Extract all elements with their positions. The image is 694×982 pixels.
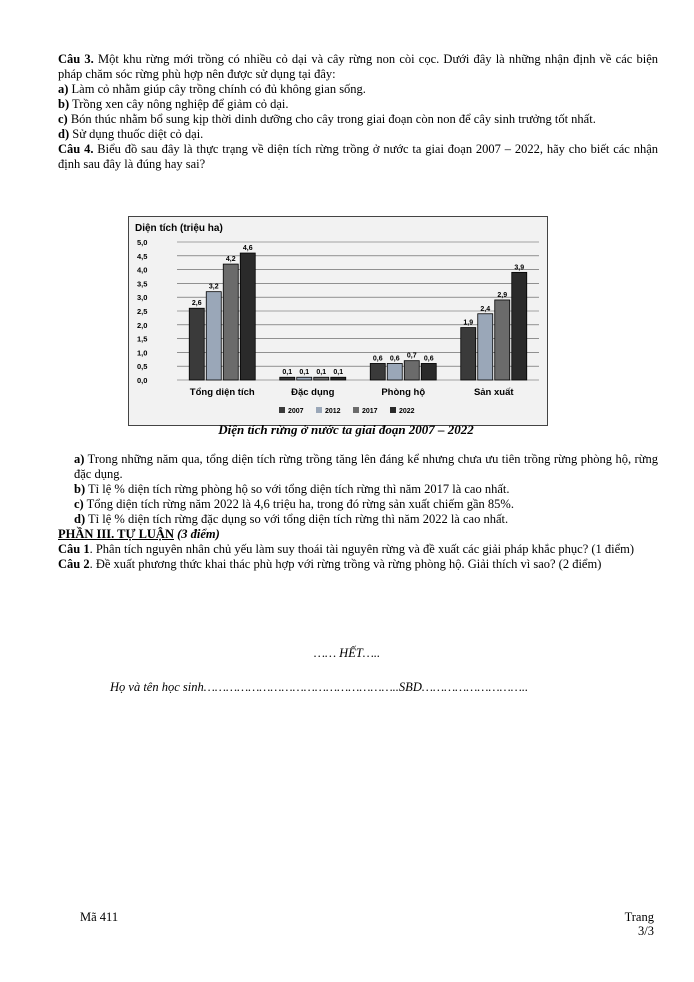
- legend-label: 2012: [325, 408, 341, 415]
- bar: [495, 300, 510, 380]
- bar-value-label: 0,1: [316, 369, 327, 377]
- bar-value-label: 0,6: [423, 355, 434, 363]
- bar-value-label: 3,9: [514, 264, 525, 272]
- bar-value-label: 4,6: [242, 245, 253, 253]
- y-tick-label: 0,5: [137, 362, 148, 372]
- area-bar-chart: [128, 216, 548, 426]
- q4-item-a: a) Trong những năm qua, tổng diện tích rừng trồng tăng lên đáng kể nhưng chưa ưu tiên trồng rừng phòng hộ, rừng đặc dụng.: [74, 452, 658, 481]
- q4-item-b: b) Tỉ lệ % diện tích rừng phòng hộ so với tổng diện tích rừng thì năm 2017 là cao nhất.: [74, 482, 510, 496]
- bar-value-label: 3,2: [208, 283, 219, 291]
- q3-item-c: c) Bón thúc nhằm bổ sung kịp thời dinh dưỡng cho cây trong giai đoạn còn non để cây sinh trưởng tốt nhất.: [58, 112, 596, 126]
- legend-swatch: [353, 407, 359, 413]
- student-info-line: Họ và tên học sinh……………………………………………..SBD………………………..: [110, 680, 529, 694]
- question-4-statements: [58, 452, 658, 572]
- y-tick-label: 2,5: [137, 307, 148, 316]
- bar: [478, 314, 493, 380]
- bar: [404, 361, 419, 380]
- legend-label: 2007: [288, 408, 304, 415]
- bar-value-label: 4,2: [225, 256, 236, 264]
- bar: [421, 363, 436, 380]
- y-tick-label: 0,0: [137, 376, 148, 385]
- x-category-label: Sản xuất: [473, 387, 514, 398]
- bar: [240, 253, 255, 380]
- bar-value-label: 2,4: [480, 305, 491, 313]
- y-tick-label: 3,0: [137, 293, 148, 303]
- q4-item-c: c) Tổng diện tích rừng năm 2022 là 4,6 triệu ha, trong đó rừng sản xuất chiếm gần 85%.: [74, 497, 514, 511]
- x-category-label: Phòng hộ: [381, 387, 426, 398]
- y-axis-title: Diện tích (triệu ha): [135, 223, 223, 234]
- q4-text: Biểu đồ sau đây là thực trạng về diện tích rừng trồng ở nước ta giai đoạn 2007 – 2022, hãy cho biết các nhận định sau đây là đúng hay sai?: [58, 142, 658, 171]
- bar-value-label: 0,1: [299, 369, 310, 377]
- bar-value-label: 0,7: [406, 352, 417, 360]
- y-tick-label: 5,0: [137, 238, 148, 247]
- bar: [223, 264, 238, 380]
- q4-label: Câu 4.: [58, 142, 94, 156]
- y-tick-label: 1,0: [137, 348, 148, 358]
- x-category-label: Đặc dụng: [291, 387, 335, 398]
- bar-value-label: 0,1: [282, 369, 293, 377]
- bar: [280, 377, 295, 380]
- legend-swatch: [316, 407, 322, 413]
- bar-value-label: 0,1: [333, 369, 344, 377]
- bar-value-label: 0,6: [389, 355, 400, 363]
- q3-item-a: a) Làm cỏ nhằm giúp cây trồng chính có đủ không gian sống.: [58, 82, 366, 96]
- y-tick-label: 3,5: [137, 279, 148, 289]
- bar-value-label: 0,6: [372, 355, 383, 363]
- part3-heading: PHẦN III. TỰ LUẬN (3 điểm): [58, 527, 220, 541]
- y-tick-label: 4,0: [137, 265, 148, 275]
- q3-item-b: b) Trồng xen cây nông nghiệp để giảm cỏ dại.: [58, 97, 289, 111]
- q4-item-d: d) Tỉ lệ % diện tích rừng đặc dụng so với tổng diện tích rừng thì năm 2022 là cao nhất.: [74, 512, 509, 526]
- bar: [370, 363, 385, 380]
- part3-question-1: Câu 1. Phân tích nguyên nhân chủ yếu làm suy thoái tài nguyên rừng và đề xuất các giải pháp khắc phục? (1 điểm): [58, 542, 635, 556]
- y-tick-label: 4,5: [137, 251, 148, 261]
- page-number: Trang 3/3: [624, 910, 654, 938]
- bar-value-label: 2,9: [497, 291, 508, 299]
- x-category-label: Tổng diện tích: [189, 387, 255, 398]
- q3-label: Câu 3.: [58, 52, 94, 66]
- exam-code: Mã 411: [80, 910, 119, 924]
- bar: [461, 328, 476, 380]
- bar: [331, 377, 346, 380]
- y-tick-label: 2,0: [137, 320, 148, 330]
- bar-value-label: 2,6: [191, 300, 202, 308]
- q3-text: Một khu rừng mới trồng có nhiều cỏ dại và cây rừng non còi cọc. Dưới đây là những nhận định về các biện pháp chăm sóc rừng phù hợp nên được sử dụng tại đây:: [58, 52, 658, 81]
- bar: [314, 377, 329, 380]
- chart-caption: Diện tích rừng ở nước ta giai đoạn 2007 – 2022: [218, 422, 474, 437]
- legend-label: 2017: [362, 408, 378, 415]
- chart-svg: [129, 217, 547, 425]
- bar: [189, 308, 204, 380]
- end-marker: …… HẾT…..: [313, 646, 381, 660]
- question-3: [58, 52, 658, 172]
- question-4: [58, 142, 658, 172]
- q3-item-d: d) Sử dụng thuốc diệt cỏ dại.: [58, 127, 204, 141]
- bar: [512, 272, 527, 380]
- legend-label: 2022: [399, 408, 415, 415]
- legend-swatch: [390, 407, 396, 413]
- bar: [387, 363, 402, 380]
- bar-value-label: 1,9: [463, 319, 474, 327]
- part3-question-2: Câu 2. Đề xuất phương thức khai thác phù hợp với rừng trồng và rừng phòng hộ. Giải thích vì sao? (2 điểm): [58, 557, 602, 571]
- y-tick-label: 1,5: [137, 334, 148, 344]
- bar: [297, 377, 312, 380]
- bar: [206, 292, 221, 380]
- legend-swatch: [279, 407, 285, 413]
